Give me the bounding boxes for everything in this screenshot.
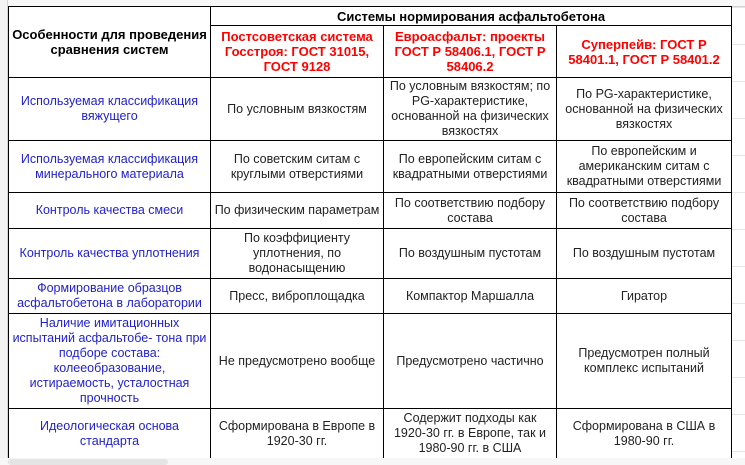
- table-row: [9, 78, 732, 141]
- value-cell[interactable]: [211, 78, 384, 141]
- value-cell[interactable]: [384, 409, 557, 459]
- group-header-cell[interactable]: [211, 7, 732, 26]
- value-text: По PG-характеристике, основанной на физических вязкостях: [565, 86, 723, 131]
- value-text: Сформирована в Европе в 1920-30 гг.: [218, 418, 376, 448]
- value-text: По советским ситам с круглыми отверстиями: [230, 151, 364, 181]
- value-cell[interactable]: [211, 141, 384, 193]
- feature-cell[interactable]: [9, 409, 211, 459]
- value-cell[interactable]: [557, 409, 732, 459]
- value-text: Сформирована в США в 1980-90 гг.: [572, 418, 716, 448]
- value-cell[interactable]: [211, 193, 384, 229]
- feature-text: Используемая классификация минерального материала: [20, 151, 199, 181]
- value-text: По соответствию подбору состава: [568, 195, 720, 225]
- value-cell[interactable]: [557, 141, 732, 193]
- feature-cell[interactable]: [9, 279, 211, 314]
- value-text: По условным вязкостям; по PG-характеристике, основанной на физических вязкостях: [389, 79, 551, 138]
- system-header-superpave[interactable]: [557, 26, 732, 78]
- gridlines-right: [731, 7, 745, 457]
- table-row: [9, 229, 732, 279]
- value-text: По европейским и американским ситам с квадратными отверстиями: [566, 144, 722, 188]
- value-text: Предусмотрен полный комплекс испытаний: [578, 346, 710, 375]
- value-text: По воздушным пустотам: [572, 246, 716, 260]
- row-header-gutter: [0, 0, 8, 465]
- feature-text: Формирование образцов асфальтобетона в лаборатории: [17, 281, 202, 310]
- value-text: Компактор Маршалла: [405, 288, 535, 303]
- feature-cell[interactable]: [9, 229, 211, 279]
- value-cell[interactable]: [384, 141, 557, 193]
- feature-text: Наличие имитационных испытаний асфальтобе- тона при подборе состава: колееобразование, истираемость, усталостная прочность: [12, 316, 207, 405]
- value-text: По условным вязкостям: [227, 101, 367, 116]
- feature-cell[interactable]: [9, 141, 211, 193]
- value-cell[interactable]: [557, 78, 732, 141]
- value-cell[interactable]: [384, 279, 557, 314]
- feature-text: Контроль качества смеси: [35, 203, 184, 217]
- value-cell[interactable]: [211, 409, 384, 459]
- value-cell[interactable]: [384, 229, 557, 279]
- table-row: [9, 279, 732, 314]
- table-row: [9, 193, 732, 229]
- value-cell[interactable]: [211, 314, 384, 409]
- system-header-euroasphalt[interactable]: [384, 26, 557, 78]
- value-cell[interactable]: [557, 314, 732, 409]
- value-text: По соответствию подбору состава: [394, 195, 546, 225]
- value-text: Пресс, виброплощадка: [229, 288, 365, 303]
- value-text: По коэффициенту уплотнения, по водонасыщению: [243, 231, 350, 275]
- table-row: [9, 409, 732, 459]
- value-cell[interactable]: [557, 279, 732, 314]
- comparison-table: [8, 6, 732, 459]
- value-cell[interactable]: [211, 279, 384, 314]
- value-text: Не предусмотрено вообще: [218, 353, 376, 368]
- value-text: Гиратор: [620, 288, 668, 303]
- feature-cell[interactable]: [9, 193, 211, 229]
- feature-text: Идеологическая основа стандарта: [40, 418, 179, 448]
- feature-cell[interactable]: [9, 314, 211, 409]
- value-text: Содержит подходы как 1920-30 гг. в Европе, так и 1980-90 гг. в США: [393, 411, 546, 455]
- system-header-text: Суперпейв: ГОСТ Р 58401.1, ГОСТ Р 58401.2: [568, 36, 720, 67]
- horizontal-scrollbar-thumb[interactable]: [8, 459, 168, 465]
- system-header-postsoviet[interactable]: [211, 26, 384, 78]
- corner-header-text: Особенности для проведения сравнения систем: [12, 27, 207, 57]
- group-header-text: Системы нормирования асфальтобетона: [336, 8, 606, 24]
- value-text: Предусмотрено частично: [396, 353, 544, 368]
- value-cell[interactable]: [384, 78, 557, 141]
- system-header-text: Евроасфальт: проекты ГОСТ Р 58406.1, ГОСТ Р 58406.2: [394, 29, 546, 74]
- corner-header-cell[interactable]: [9, 7, 211, 78]
- feature-text: Контроль качества уплотнения: [19, 246, 200, 260]
- value-cell[interactable]: [557, 229, 732, 279]
- feature-text: Используемая классификация вяжущего: [20, 94, 199, 123]
- value-cell[interactable]: [384, 193, 557, 229]
- value-cell[interactable]: [211, 229, 384, 279]
- value-cell[interactable]: [384, 314, 557, 409]
- value-text: По воздушным пустотам: [398, 246, 542, 260]
- system-header-text: Постсоветская система Госстроя: ГОСТ 31015, ГОСТ 9128: [221, 29, 373, 74]
- value-text: По физическим параметрам: [214, 203, 380, 217]
- value-cell[interactable]: [557, 193, 732, 229]
- value-text: По европейским ситам с квадратными отверстиями: [392, 151, 548, 181]
- table-row: [9, 314, 732, 409]
- table-row: [9, 141, 732, 193]
- feature-cell[interactable]: [9, 78, 211, 141]
